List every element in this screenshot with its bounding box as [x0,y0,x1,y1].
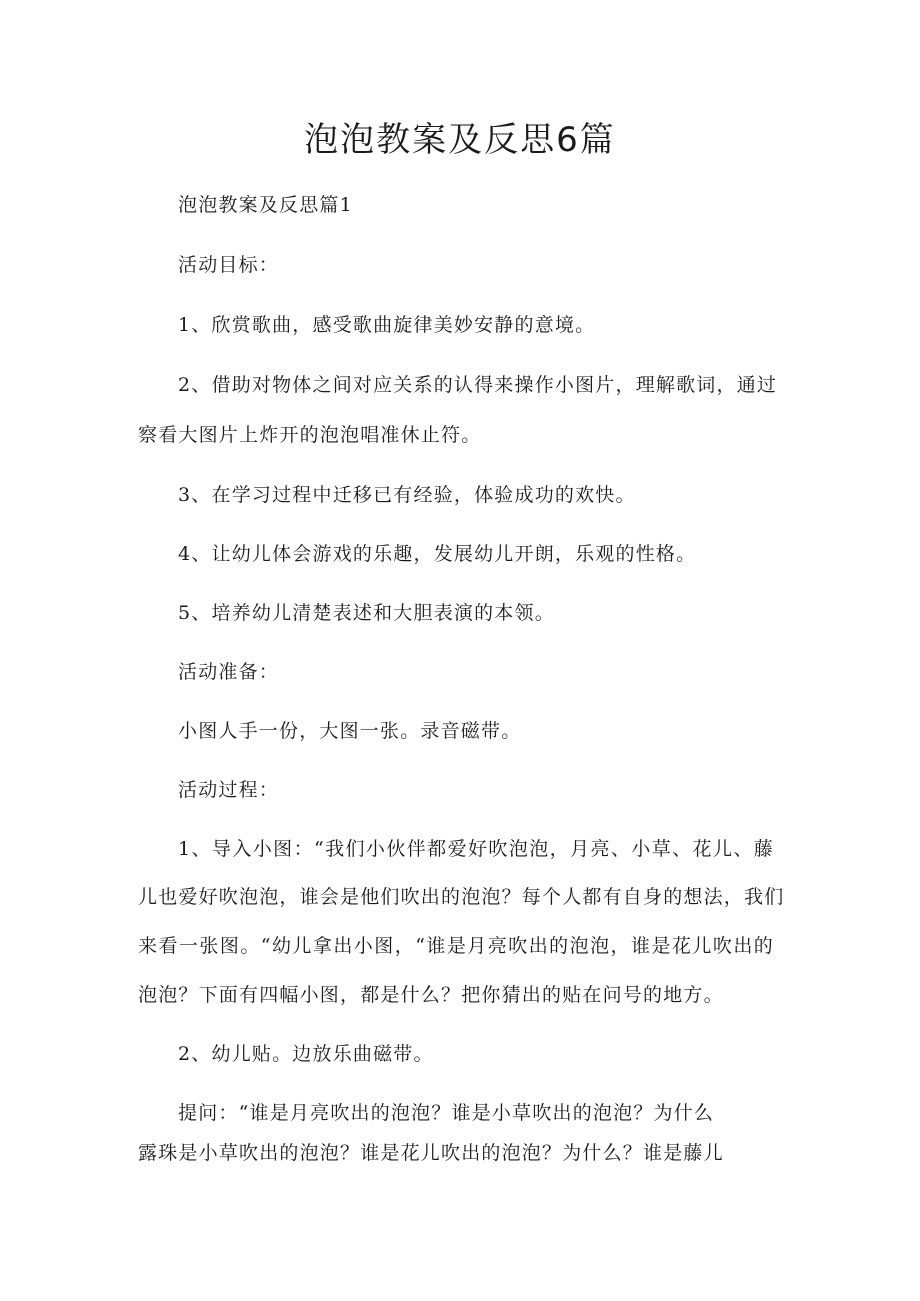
process-line: 露珠是小草吹出的泡泡？谁是花儿吹出的泡泡？为什么？谁是藤儿 [138,1142,724,1164]
goal-item: 2、借助对物体之间对应关系的认得来操作小图片，理解歌词，通过 [178,374,778,396]
prep-text: 小图人手一份，大图一张。录音磁带。 [178,720,522,742]
goal-item: 1、欣赏歌曲，感受歌曲旋律美妙安静的意境。 [178,314,596,336]
goal-item: 3、在学习过程中迁移已有经验，体验成功的欢快。 [178,484,636,506]
prep-heading: 活动准备： [178,661,280,683]
section-heading: 泡泡教案及反思篇1 [178,194,353,216]
process-line: 来看一张图。“幼儿拿出小图，“谁是月亮吹出的泡泡，谁是花儿吹出的 [138,935,774,957]
goal-item-continued: 察看大图片上炸开的泡泡唱准休止符。 [138,424,482,446]
document-title: 泡泡教案及反思6篇 [304,120,616,160]
goals-heading: 活动目标： [178,254,280,276]
goal-item: 5、培养幼儿清楚表述和大胆表演的本领。 [178,602,555,624]
process-line: 泡泡？下面有四幅小图，都是什么？把你猜出的贴在问号的地方。 [138,984,724,1006]
process-line: 1、导入小图：“我们小伙伴都爱好吹泡泡，月亮、小草、花儿、藤 [178,838,774,860]
goal-item: 4、让幼儿体会游戏的乐趣，发展幼儿开朗，乐观的性格。 [178,543,697,565]
process-line: 2、幼儿贴。边放乐曲磁带。 [178,1043,434,1065]
process-line: 提问：“谁是月亮吹出的泡泡？谁是小草吹出的泡泡？为什么 [178,1102,715,1124]
process-line: 儿也爱好吹泡泡，谁会是他们吹出的泡泡？每个人都有自身的想法，我们 [138,886,785,908]
process-heading: 活动过程： [178,779,280,801]
